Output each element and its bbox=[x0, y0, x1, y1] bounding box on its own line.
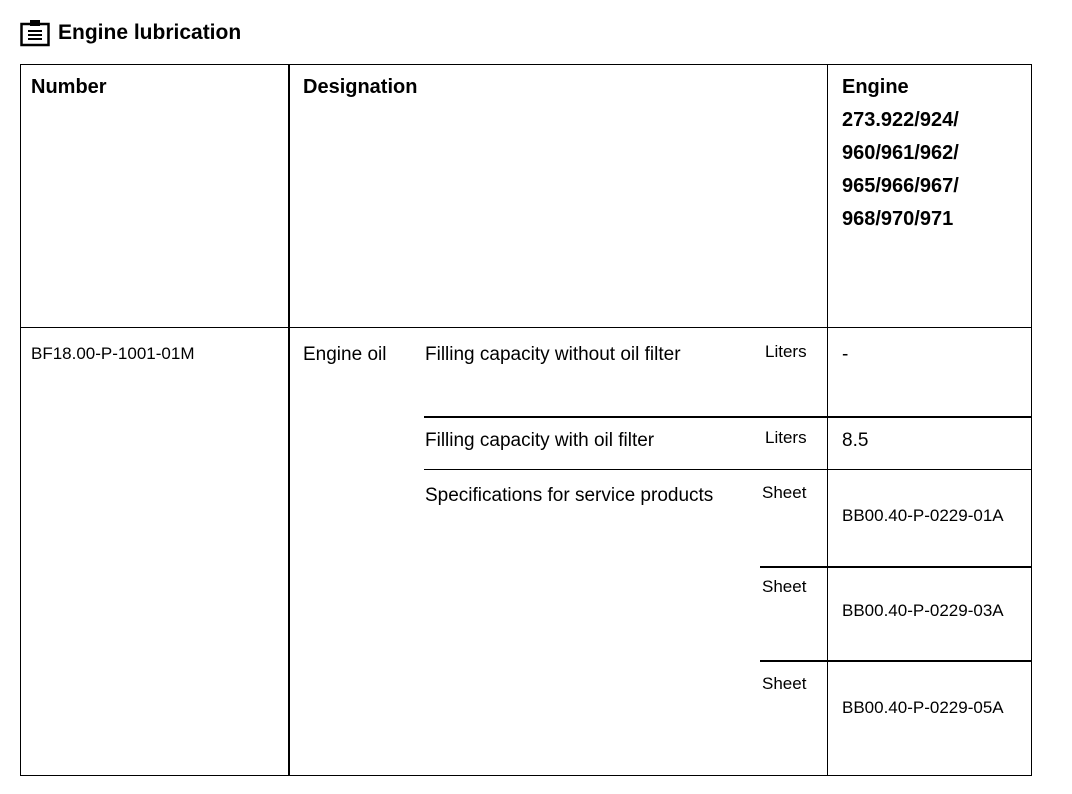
item-value: 8.5 bbox=[842, 430, 869, 451]
item-description: Specifications for service products bbox=[425, 485, 714, 506]
document-list-icon bbox=[20, 19, 50, 47]
item-description: Filling capacity without oil filter bbox=[425, 344, 681, 365]
header-number: Number bbox=[31, 76, 107, 98]
section-title bbox=[20, 16, 241, 50]
item-unit: Sheet bbox=[762, 674, 807, 693]
item-value: - bbox=[842, 344, 849, 365]
row-number: BF18.00-P-1001-01M bbox=[31, 344, 195, 363]
engine-line: 960/961/962/ bbox=[842, 142, 959, 164]
row-designation: Engine oil bbox=[303, 344, 387, 365]
page-title: Engine lubrication bbox=[58, 21, 242, 44]
engine-line: 965/966/967/ bbox=[842, 175, 959, 197]
item-value: BB00.40-P-0229-05A bbox=[842, 698, 1004, 717]
header-designation: Designation bbox=[303, 76, 418, 98]
item-unit: Liters bbox=[765, 342, 807, 361]
engine-line: 273.922/924/ bbox=[842, 109, 959, 131]
item-unit: Liters bbox=[765, 428, 807, 447]
item-value: BB00.40-P-0229-03A bbox=[842, 601, 1004, 620]
item-unit: Sheet bbox=[762, 483, 807, 502]
header-engine bbox=[842, 71, 959, 236]
item-value: BB00.40-P-0229-01A bbox=[842, 506, 1004, 525]
item-unit: Sheet bbox=[762, 577, 807, 596]
item-description: Filling capacity with oil filter bbox=[425, 430, 655, 451]
engine-line: 968/970/971 bbox=[842, 208, 954, 230]
engine-label: Engine bbox=[842, 76, 909, 98]
